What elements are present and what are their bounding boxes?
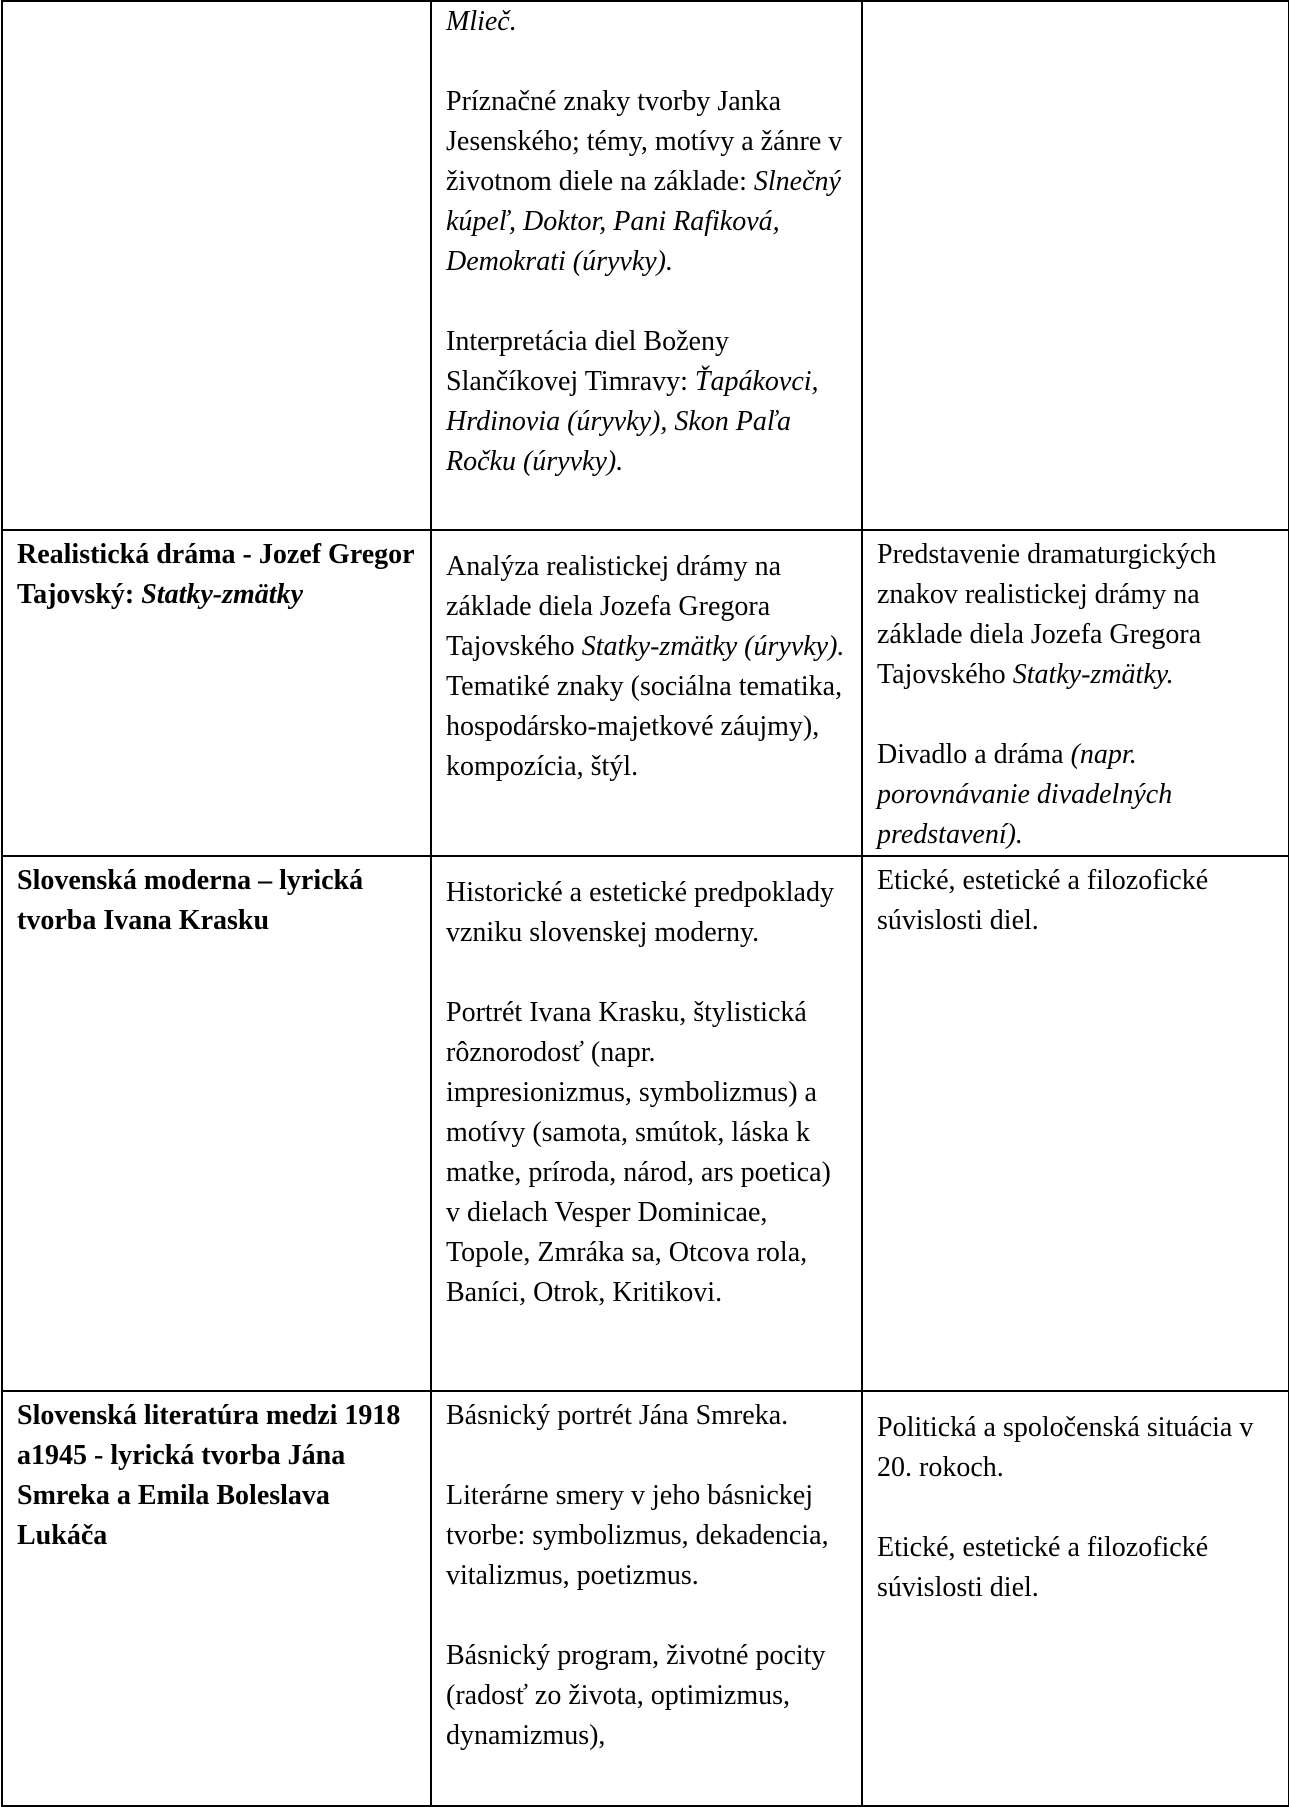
connections-cell: [862, 1, 1289, 530]
text-run: Portrét Ivana Krasku, štylistická rôznorodosť (napr. impresionizmus, symbolizmus) a motívy (samota, smútok, láska k matke, príroda, národ, ars poetica) v dielach Vesper Dominicae, Topole, Zmráka sa, Otcova rola, Baníci, Otrok, Kritikovi.: [446, 997, 831, 1308]
content-paragraph: [446, 1476, 847, 1596]
table-row: [2, 1, 1289, 530]
curriculum-table: [1, 0, 1289, 1807]
italic-text: Statky-zmätky.: [1012, 659, 1174, 690]
text-run: Tematiké znaky (sociálna tematika, hospodársko-majetkové záujmy), kompozícia, štýl.: [446, 671, 843, 782]
italic-text: Ťapákovci, Hrdinovia (úryvky), Skon Paľa Ročku (úryvky).: [446, 366, 819, 477]
content-paragraph: [446, 1396, 847, 1436]
connection-paragraph: [877, 535, 1274, 695]
italic-text: (napr. porovnávanie divadelných predstavení).: [877, 739, 1173, 850]
text-run: Etické, estetické a filozofické súvislosti diel.: [877, 1532, 1209, 1603]
connection-paragraph: [877, 1408, 1274, 1488]
text-run: Divadlo a dráma: [877, 739, 1071, 770]
text-run: Slovenská moderna – lyrická tvorba Ivana Krasku: [17, 865, 364, 936]
connections-cell: [862, 530, 1289, 856]
text-run: Realistická dráma - Jozef Gregor Tajovský:: [17, 539, 415, 610]
connection-paragraph: [877, 1528, 1274, 1608]
content-paragraph: [446, 993, 847, 1313]
connection-paragraph: [877, 861, 1274, 941]
text-run: Analýza realistickej drámy na základe diela Jozefa Gregora Tajovského: [446, 551, 782, 662]
connection-paragraph: [877, 735, 1274, 855]
topic-cell: [2, 530, 431, 856]
italic-text: Statky-zmätky (úryvky).: [581, 631, 845, 662]
text-run: Historické a estetické predpoklady vzniku slovenskej moderny.: [446, 877, 834, 948]
content-cell: [431, 1, 862, 530]
topic-cell: [2, 1391, 431, 1806]
text-run: Predstavenie dramaturgických znakov realistickej drámy na základe diela Jozefa Gregora Tajovského: [877, 539, 1217, 690]
content-paragraph: [446, 82, 847, 282]
text-run: Interpretácia diel Boženy Slančíkovej Timravy:: [446, 326, 729, 397]
content-paragraph: [446, 873, 847, 953]
topic-title: [17, 861, 416, 941]
topic-title: [17, 535, 416, 615]
text-run: Politická a spoločenská situácia v 20. rokoch.: [877, 1412, 1254, 1483]
text-run: Básnický portrét Jána Smreka.: [446, 1400, 789, 1431]
italic-text: Statky-zmätky: [141, 579, 303, 610]
text-run: Literárne smery v jeho básnickej tvorbe: symbolizmus, dekadencia, vitalizmus, poetizmus.: [446, 1480, 829, 1591]
text-run: Básnický program, životné pocity (radosť zo života, optimizmus, dynamizmus),: [446, 1640, 826, 1751]
content-paragraph: [446, 1636, 847, 1756]
table-row: [2, 856, 1289, 1391]
italic-text: Slnečný kúpeľ, Doktor, Pani Rafiková, Demokrati (úryvky).: [446, 166, 841, 277]
content-paragraph: [446, 547, 847, 787]
table-row: [2, 1391, 1289, 1806]
text-run: Etické, estetické a filozofické súvislosti diel.: [877, 865, 1209, 936]
topic-cell: [2, 856, 431, 1391]
content-cell: [431, 1391, 862, 1806]
topic-cell: [2, 1, 431, 530]
topic-title: [17, 1396, 416, 1556]
italic-text: Mlieč.: [446, 6, 517, 37]
connections-cell: [862, 856, 1289, 1391]
table-row: [2, 530, 1289, 856]
content-cell: [431, 856, 862, 1391]
content-cell: [431, 530, 862, 856]
text-run: Príznačné znaky tvorby Janka Jesenského; témy, motívy a žánre v životnom diele na základe:: [446, 86, 843, 197]
content-paragraph: [446, 322, 847, 482]
connections-cell: [862, 1391, 1289, 1806]
content-paragraph: [446, 2, 847, 42]
text-run: Slovenská literatúra medzi 1918 a1945 - lyrická tvorba Jána Smreka a Emila Boleslava Lukáča: [17, 1400, 401, 1551]
